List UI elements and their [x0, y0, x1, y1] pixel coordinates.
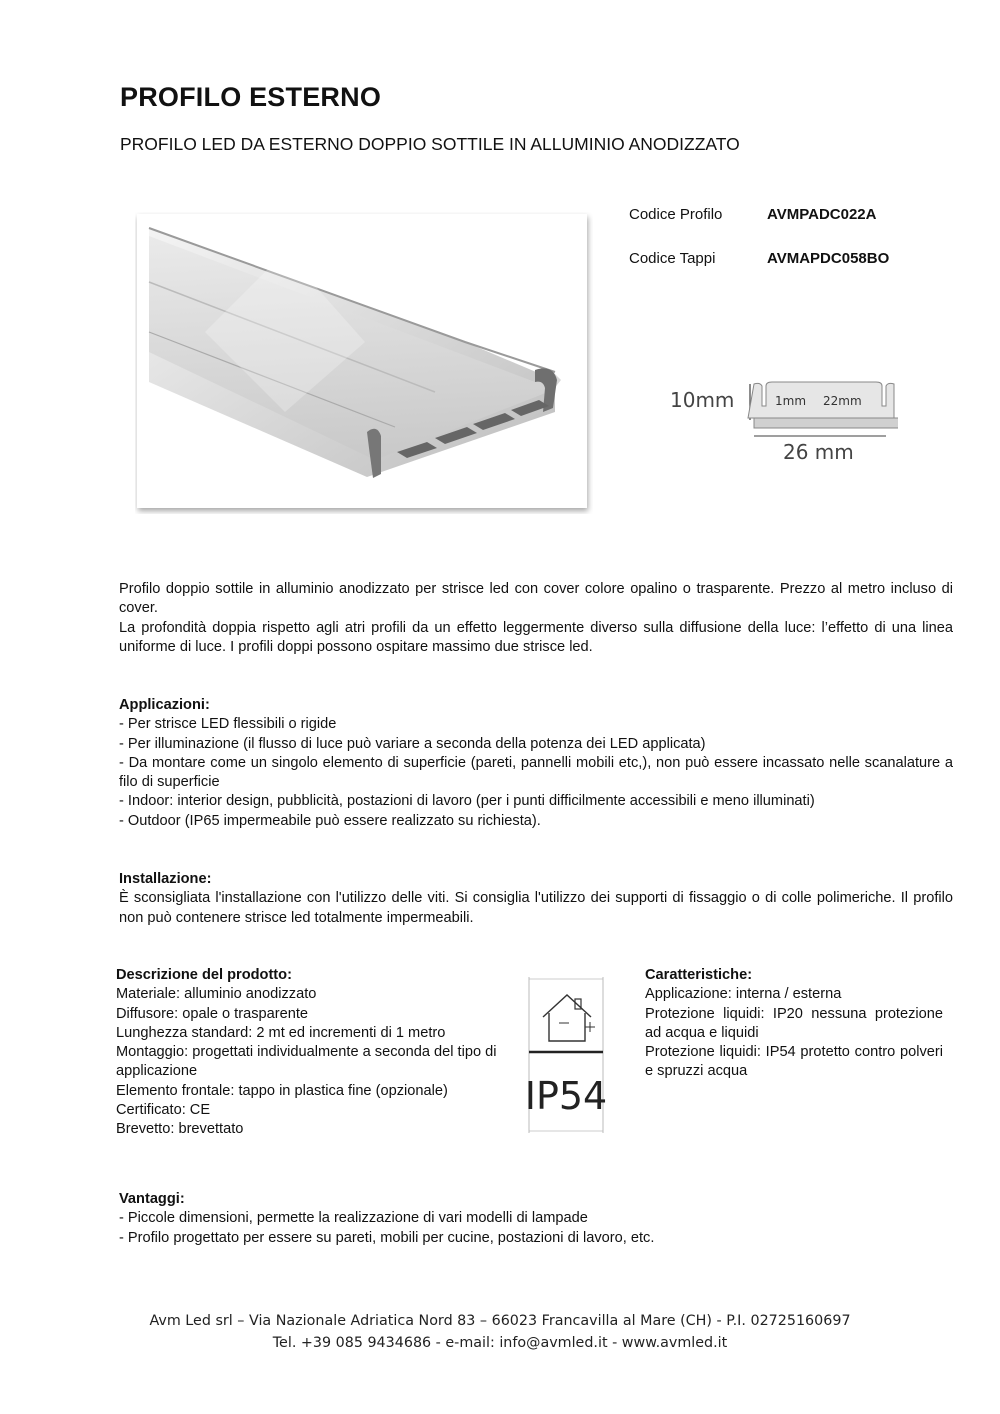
list-item: - Indoor: interior design, pubblicità, postazioni di lavoro (per i punti difficilmente accessibili e meno illuminati) — [119, 793, 815, 810]
feature-item: Protezione liquidi: IP20 nessuna protezione ad acqua e liquidi — [645, 1005, 943, 1041]
feature-item: Protezione liquidi: IP54 protetto contro polveri e spruzzi acqua — [645, 1044, 943, 1080]
applications-heading: Applicazioni: — [119, 697, 210, 713]
caps-code-value: AVMAPDC058BO — [767, 250, 890, 267]
list-item: - Da montare come un singolo elemento di superficie (pareti, pannelli mobili etc,), non può essere incassato nelle scanalature a filo di superficie — [119, 754, 953, 791]
description-item: Lunghezza standard: 2 mt ed incrementi di 1 metro — [116, 1024, 446, 1041]
installation-text: È sconsigliata l'installazione con l'utilizzo delle viti. Si consiglia l'utilizzo dei supporti di fissaggio o di colle polimeriche. Il profilo non può contenere strisce led totalmente impermeabili. — [119, 890, 953, 926]
list-item: - Per strisce LED flessibili o rigide — [119, 716, 337, 733]
ip54-icon — [523, 975, 609, 1135]
profile-code-label: Codice Profilo — [629, 206, 723, 223]
product-description-section — [116, 966, 508, 1140]
advantages-heading: Vantaggi: — [119, 1191, 185, 1207]
list-item: - Profilo progettato per essere su pareti, mobili per cucine, postazioni di lavoro, etc. — [119, 1229, 655, 1246]
page-title: PROFILO ESTERNO — [120, 82, 382, 112]
installation-section — [119, 870, 953, 928]
features-section — [645, 966, 943, 1082]
diagram-height-label: 10mm — [670, 388, 735, 412]
footer-address: Avm Led srl – Via Nazionale Adriatica Nord 83 – 66023 Francavilla al Mare (CH) - P.I. 02725160697 — [149, 1313, 851, 1329]
advantages-section — [119, 1190, 953, 1248]
description-item: Materiale: alluminio anodizzato — [116, 986, 317, 1003]
footer — [0, 1310, 1000, 1354]
description-item: Certificato: CE — [116, 1102, 211, 1119]
diagram-width-label: 26 mm — [783, 440, 854, 464]
intro-text — [119, 580, 953, 657]
features-heading: Caratteristiche: — [645, 967, 753, 983]
ip54-label: IP54 — [524, 1074, 608, 1118]
list-item: - Piccole dimensioni, permette la realizzazione di vari modelli di lampade — [119, 1210, 588, 1227]
profile-section-diagram — [668, 370, 898, 470]
diagram-inner-label-2: 22mm — [823, 394, 862, 408]
page-subtitle: PROFILO LED DA ESTERNO DOPPIO SOTTILE IN ALLUMINIO ANODIZZATO — [120, 134, 740, 154]
product-photo — [135, 212, 593, 514]
description-item: Montaggio: progettati individualmente a seconda del tipo di applicazione — [116, 1044, 497, 1080]
diagram-inner-label-1: 1mm — [775, 394, 807, 408]
feature-item: Applicazione: interna / esterna — [645, 986, 842, 1003]
intro-paragraph: Profilo doppio sottile in alluminio anodizzato per strisce led con cover colore opalino o trasparente. Prezzo al metro incluso di cover. — [119, 581, 953, 617]
intro-paragraph: La profondità doppia rispetto agli atri profili da un effetto leggermente diverso sulla diffusione della luce: l’effetto di una linea uniforme di luce. I profili doppi possono ospitare massimo due strisce led. — [119, 619, 953, 655]
list-item: - Outdoor (IP65 impermeabile può essere realizzato su richiesta). — [119, 812, 541, 829]
description-heading: Descrizione del prodotto: — [116, 967, 292, 983]
description-item: Elemento frontale: tappo in plastica fine (opzionale) — [116, 1082, 448, 1099]
applications-section — [119, 696, 953, 831]
installation-heading: Installazione: — [119, 871, 212, 887]
caps-code-label: Codice Tappi — [629, 250, 716, 267]
profile-code-value: AVMPADC022A — [767, 206, 877, 223]
caps-code-row — [629, 250, 889, 267]
description-item: Diffusore: opale o trasparente — [116, 1005, 308, 1022]
list-item: - Per illuminazione (il flusso di luce può variare a seconda della potenza dei LED applicata) — [119, 735, 706, 752]
description-item: Brevetto: brevettato — [116, 1121, 244, 1138]
profile-code-row — [629, 206, 876, 223]
footer-contacts: Tel. +39 085 9434686 - e-mail: info@avmled.it - www.avmled.it — [272, 1335, 728, 1351]
